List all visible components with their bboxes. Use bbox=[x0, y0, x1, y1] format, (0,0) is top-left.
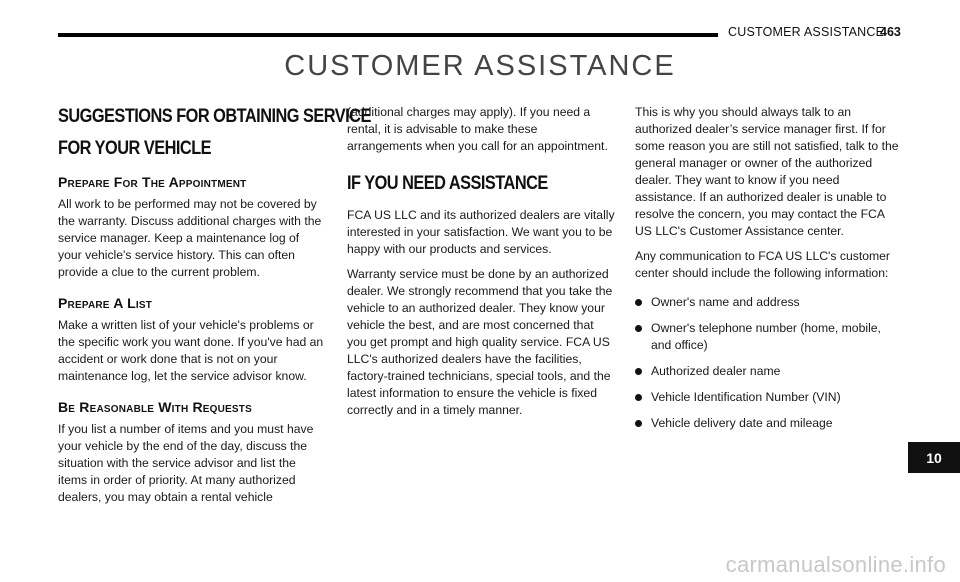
list-item: Authorized dealer name bbox=[635, 363, 903, 380]
page-number: 463 bbox=[880, 25, 901, 39]
list-item: Owner's telephone number (home, mobile, and office) bbox=[635, 320, 903, 354]
paragraph-prepare-appointment: All work to be performed may not be covered by the warranty. Discuss additional charges with the service manager. Keep a maintenance log of your vehicle's service history. This can often provide a clue to the current problem. bbox=[58, 197, 322, 279]
paragraph-warranty-service: Warranty service must be done by an authorized dealer. We strongly recommend that you take the vehicle to an authorized dealer. They know your vehicle the best, and are most concerned that you get prompt and high quality service. FCA US LLC's authorized dealers have the facilities, factory-trained technicians, special tools, and the latest information to ensure the vehicle is fixed correctly and in a timely manner. bbox=[347, 267, 613, 417]
paragraph-prepare-list: Make a written list of your vehicle's problems or the specific work you want done. If you've had an accident or work done that is not on your maintenance log, let the service advisor know. bbox=[58, 318, 324, 383]
section-heading-assistance: IF YOU NEED ASSISTANCE bbox=[347, 173, 548, 194]
paragraph-service-manager: This is why you should always talk to an authorized dealer’s service manager first. If for some reason you are still not satisfied, talk to the general manager or owner of the authorized dealer. They want to know if you need assistance. If an authorized dealer is unable to resolve the concern, you may contact the FCA US LLC's Customer Assistance center. bbox=[635, 105, 899, 238]
column-2 bbox=[347, 104, 615, 427]
bullet-icon bbox=[635, 420, 642, 427]
paragraph-rental-continued: (additional charges may apply). If you need a rental, it is advisable to make these arrangements when you call for an appointment. bbox=[347, 105, 608, 153]
paragraph-satisfaction: FCA US LLC and its authorized dealers are vitally interested in your satisfaction. We want you to be happy with our products and services. bbox=[347, 208, 615, 256]
bullet-icon bbox=[635, 299, 642, 306]
info-list bbox=[635, 294, 903, 432]
paragraph-communication: Any communication to FCA US LLC's customer center should include the following information: bbox=[635, 249, 890, 280]
bullet-icon bbox=[635, 368, 642, 375]
subheading-prepare-list: Prepare A List bbox=[58, 295, 153, 311]
list-item: Vehicle delivery date and mileage bbox=[635, 415, 903, 432]
paragraph-reasonable-requests: If you list a number of items and you must have your vehicle by the end of the day, discuss the situation with the service advisor and list the items in order of priority. At many authorized dealers, you may obtain a rental vehicle bbox=[58, 422, 314, 504]
chapter-tab: 10 bbox=[908, 442, 960, 473]
bullet-icon bbox=[635, 325, 642, 332]
subheading-reasonable-requests: Be Reasonable With Requests bbox=[58, 399, 252, 415]
running-head: CUSTOMER ASSISTANCE bbox=[728, 25, 885, 39]
section-heading-suggestions-line2: FOR YOUR VEHICLE bbox=[58, 138, 212, 159]
column-1 bbox=[58, 104, 371, 514]
list-item: Owner's name and address bbox=[635, 294, 903, 311]
section-heading-suggestions-line1: SUGGESTIONS FOR OBTAINING SERVICE bbox=[58, 106, 371, 127]
chapter-title: CUSTOMER ASSISTANCE bbox=[284, 50, 676, 82]
list-item: Vehicle Identification Number (VIN) bbox=[635, 389, 903, 406]
watermark: carmanualsonline.info bbox=[725, 552, 946, 577]
subheading-prepare-appointment: Prepare For The Appointment bbox=[58, 174, 247, 190]
column-3 bbox=[635, 104, 903, 441]
header-rule bbox=[58, 33, 718, 37]
bullet-icon bbox=[635, 394, 642, 401]
